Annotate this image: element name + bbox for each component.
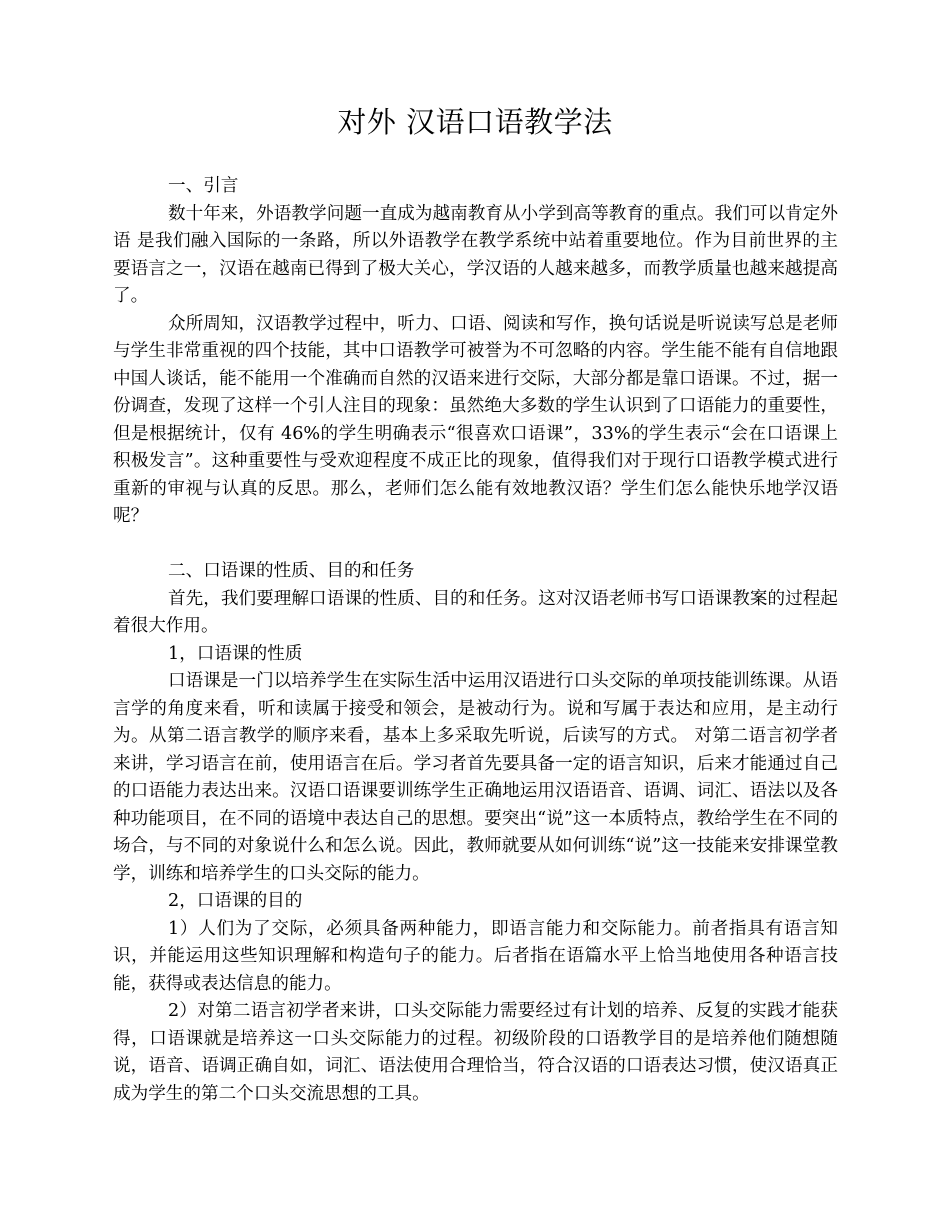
paragraph: 首先，我们要理解口语课的性质、目的和任务。这对汉语老师书写口语课教案的过程起着很大作用。 — [113, 588, 838, 636]
subsection-heading-nature: 1，口语课的性质 — [168, 643, 303, 664]
document-title: 对外 汉语口语教学法 — [337, 105, 613, 139]
paragraph: 口语课是一门以培养学生在实际生活中运用汉语进行口头交际的单项技能训练课。从语言学的角度来看，听和读属于接受和领会，是被动行为。说和写属于表达和应用，是主动行为。从第二语言教学的顺序来看，基本上多采取先听说，后读写的方式。 对第二语言初学者来讲，学习语言在前，使用语言在后。学习者首先要具备一定的语言知识，后来才能通过自己的口语能力表达出来。汉语口语课要训练学生正确地运用汉语语音、语调、词汇、语法以及各种功能项目，在不同的语境中表达自己的思想。要突出“说”这一本质特点，教给学生在不同的场合，与不同的对象说什么和怎么说。因此，教师就要从如何训练“说”这一技能来安排课堂教学，训练和培养学生的口头交际的能力。 — [113, 671, 838, 884]
paragraph: 2）对第二语言初学者来讲，口头交际能力需要经过有计划的培养、反复的实践才能获得，口语课就是培养这一口头交际能力的过程。初级阶段的口语教学目的是培养他们随想随说，语音、语调正确自如，词汇、语法使用合理恰当，符合汉语的口语表达习惯，使汉语真正成为学生的第二个口头交流思想的工具。 — [113, 1001, 838, 1104]
section-heading-introduction: 一、引言 — [168, 176, 239, 196]
paragraph: 数十年来，外语教学问题一直成为越南教育从小学到高等教育的重点。我们可以肯定外语 是我们融入国际的一条路，所以外语教学在教学系统中站着重要地位。作为目前世界的主要语言之一，汉语在越南已得到了极大关心，学汉语的人越来越多，而教学质量也越来越提高了。 — [113, 203, 838, 306]
paragraph: 1）人们为了交际，必须具备两种能力，即语言能力和交际能力。前者指具有语言知识，并能运用这些知识理解和构造句子的能力。后者指在语篇水平上恰当地使用各种语言技能，获得或表达信息的能力。 — [113, 918, 838, 994]
document-body — [113, 173, 838, 1108]
subsection-heading-purpose: 2，口语课的目的 — [168, 891, 303, 911]
paragraph: 众所周知，汉语教学过程中，听力、口语、阅读和写作，换句话说是听说读写总是老师与学生非常重视的四个技能，其中口语教学可被誉为不可忽略的内容。学生能不能有自信地跟中国人谈话，能不能用一个准确而自然的汉语来进行交际，大部分都是靠口语课。不过，据一份调查，发现了这样一个引人注目的现象：虽然绝大多数的学生认识到了口语能力的重要性，但是根据统计，仅有 46%的学生明确表示“很喜欢口语课”，33%的学生表示“会在口语课上积极发言”。这种重要性与受欢迎程度不成正比的现象，值得我们对于现行口语教学模式进行重新的审视与认真的反思。那么，老师们怎么能有效地教汉语？学生们怎么能快乐地学汉语呢？ — [113, 313, 838, 526]
section-heading-nature-purpose-tasks: 二、口语课的性质、目的和任务 — [168, 561, 415, 581]
